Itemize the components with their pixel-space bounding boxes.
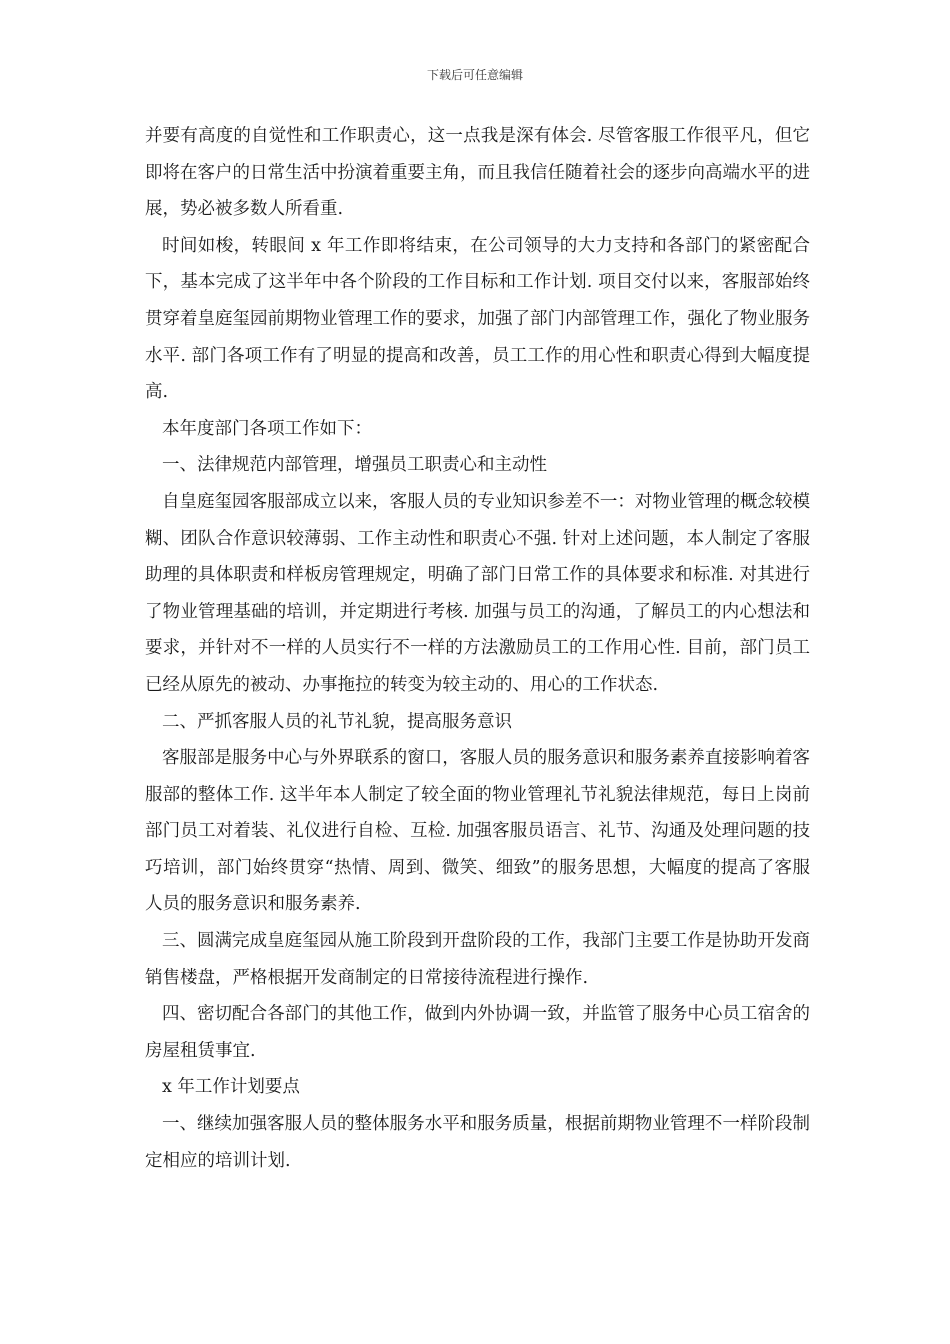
paragraph: 三、圆满完成皇庭玺园从施工阶段到开盘阶段的工作，我部门主要工作是协助开发商销售楼盘，严格根据开发商制定的日常接待流程进行操作.	[145, 931, 810, 988]
paragraph: 并要有高度的自觉性和工作职责心，这一点我是深有体会. 尽管客服工作很平凡，但它即将在客户的日常生活中扮演着重要主角，而且我信任随着社会的逐步向高端水平的进展，势必被多数人所看重.	[145, 126, 810, 220]
document-body	[145, 118, 810, 1179]
paragraph: 客服部是服务中心与外界联系的窗口，客服人员的服务意识和服务素养直接影响着客服部的整体工作. 这半年本人制定了较全面的物业管理礼节礼貌法律规范，每日上岗前部门员工对着装、礼仪进行自检、互检. 加强客服员语言、礼节、沟通及处理问题的技巧培训，部门始终贯穿“热情、周到、微笑、细致”的服务思想，大幅度的提高了客服人员的服务意识和服务素养.	[145, 748, 810, 915]
page-header: 下载后可任意编辑	[426, 68, 523, 82]
paragraph: 本年度部门各项工作如下：	[162, 418, 372, 439]
paragraph: 自皇庭玺园客服部成立以来，客服人员的专业知识参差不一：对物业管理的概念较模糊、团队合作意识较薄弱、工作主动性和职责心不强. 针对上述问题，本人制定了客服助理的具体职责和样板房管理规定，明确了部门日常工作的具体要求和标准. 对其进行了物业管理基础的培训，并定期进行考核. 加强与员工的沟通，了解员工的内心想法和要求，并针对不一样的人员实行不一样的方法激励员工的工作用心性. 目前，部门员工已经从原先的被动、办事拖拉的转变为较主动的、用心的工作状态.	[145, 491, 810, 695]
paragraph: 时间如梭，转眼间 x 年工作即将结束，在公司领导的大力支持和各部门的紧密配合下，基本完成了这半年中各个阶段的工作目标和工作计划. 项目交付以来，客服部始终贯穿着皇庭玺园前期物业管理工作的要求，加强了部门内部管理工作，强化了物业服务水平. 部门各项工作有了明显的提高和改善，员工工作的用心性和职责心得到大幅度提高.	[145, 235, 810, 403]
section-heading: 一、法律规范内部管理，增强员工职责心和主动性	[162, 455, 547, 476]
section-heading: x 年工作计划要点	[162, 1077, 300, 1098]
paragraph: 一、继续加强客服人员的整体服务水平和服务质量，根据前期物业管理不一样阶段制定相应的培训计划.	[145, 1114, 810, 1171]
section-heading: 二、严抓客服人员的礼节礼貌，提高服务意识	[162, 711, 512, 732]
paragraph: 四、密切配合各部门的其他工作，做到内外协调一致，并监管了服务中心员工宿舍的房屋租赁事宜.	[145, 1004, 810, 1061]
